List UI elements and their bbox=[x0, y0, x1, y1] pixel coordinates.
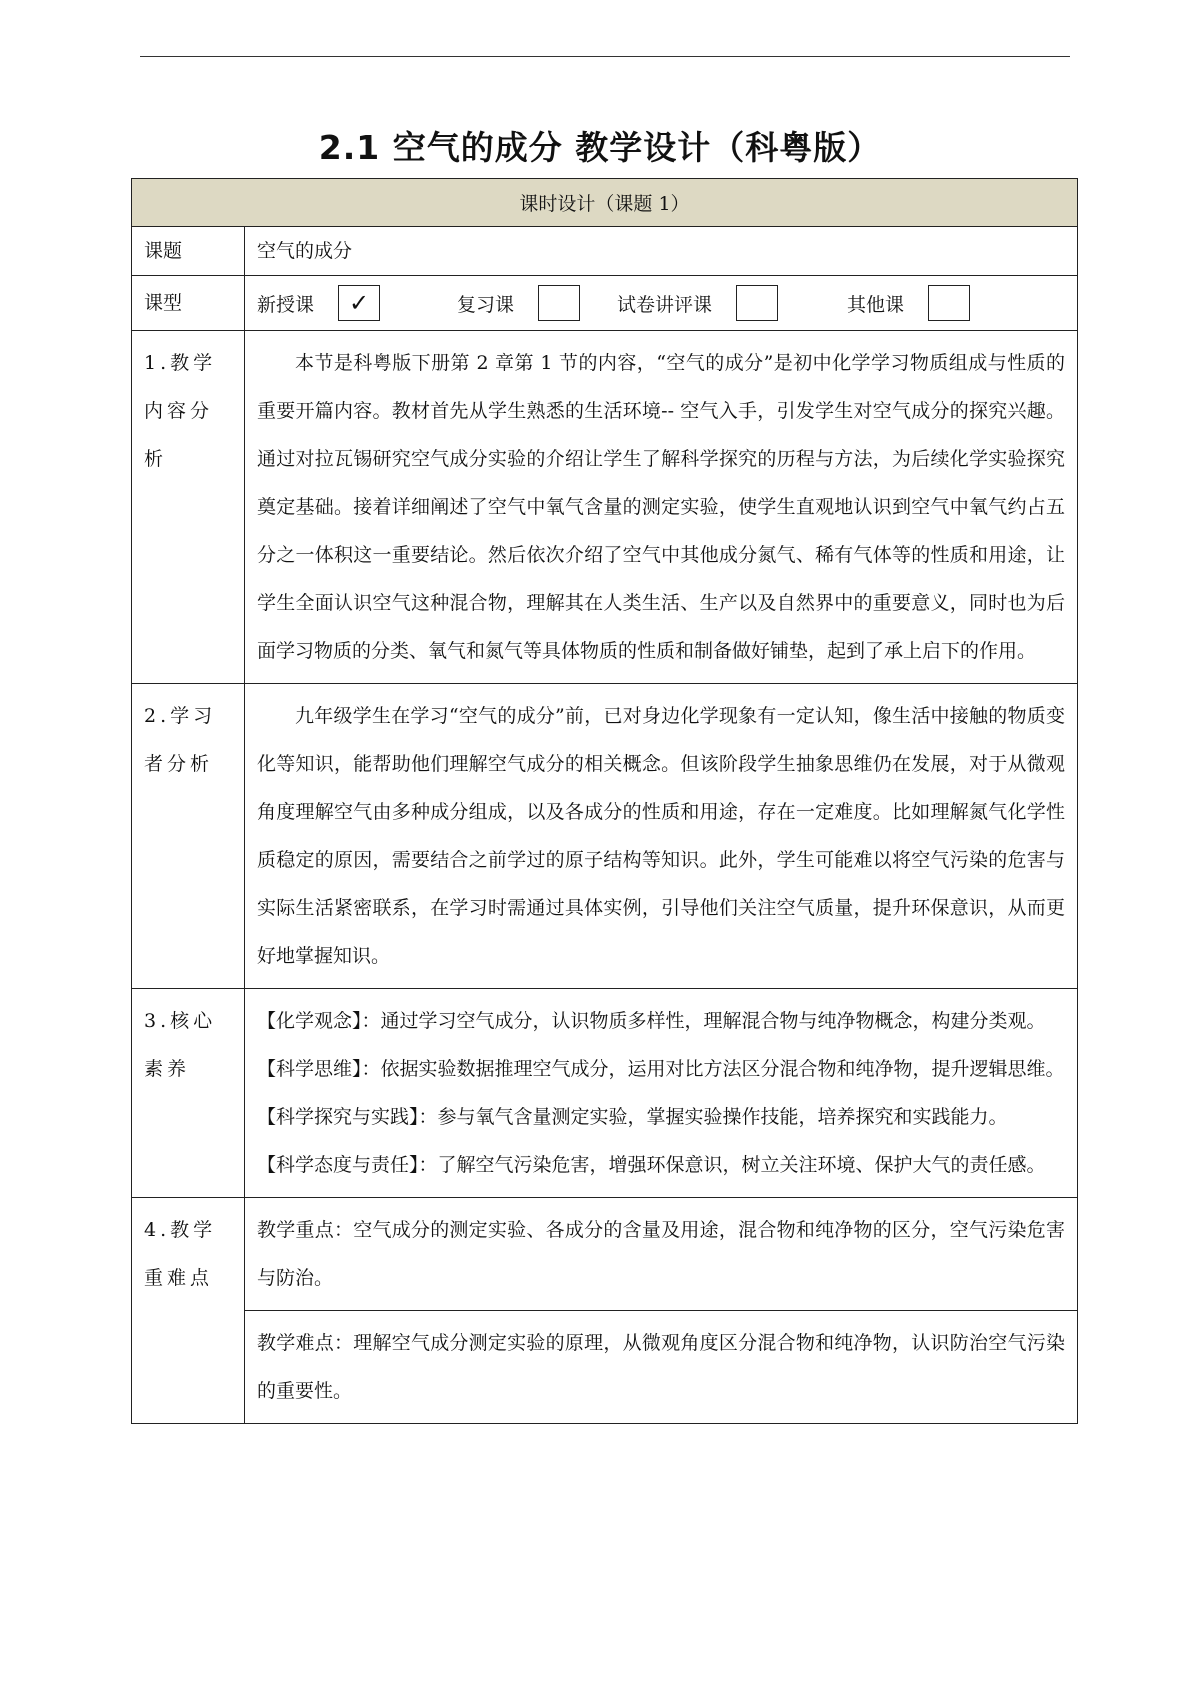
learner-analysis-text: 九年级学生在学习“空气的成分”前，已对身边化学现象有一定认知，像生活中接触的物质变化等知识，能帮助他们理解空气成分的相关概念。但该阶段学生抽象思维仍在发展，对于从微观角度理解空气由多种成分组成，以及各成分的性质和用途，存在一定难度。比如理解氮气化学性质稳定的原因，需要结合之前学过的原子结构等知识。此外，学生可能难以将空气污染的危害与实际生活紧密联系，在学习时需通过具体实例，引导他们关注空气质量，提升环保意识，从而更好地掌握知识。 bbox=[257, 705, 1065, 967]
core-literacy-label: 3.核心素养 bbox=[132, 989, 245, 1198]
lesson-type-review bbox=[457, 285, 617, 321]
core-literacy-item: 【化学观念】：通过学习空气成分，认识物质多样性，理解混合物与纯净物概念，构建分类观。 bbox=[257, 1010, 1046, 1032]
topic-row bbox=[132, 227, 1078, 276]
table-header-row bbox=[132, 179, 1078, 227]
learner-analysis-row bbox=[132, 684, 1078, 989]
lesson-design-table bbox=[131, 178, 1078, 1424]
lesson-type-label: 课型 bbox=[132, 276, 245, 331]
key-difficult-label: 4.教学重难点 bbox=[132, 1198, 245, 1424]
lesson-type-exam bbox=[617, 285, 847, 321]
lesson-type-new bbox=[257, 285, 457, 321]
lesson-type-other bbox=[847, 285, 970, 321]
topic-value: 空气的成分 bbox=[245, 227, 1078, 276]
core-literacy-item: 【科学探究与实践】：参与氧气含量测定实验，掌握实验操作技能，培养探究和实践能力。 bbox=[257, 1106, 1008, 1128]
difficult-points-cell bbox=[245, 1311, 1078, 1424]
checkbox-empty-icon[interactable] bbox=[538, 285, 580, 321]
lesson-type-new-label: 新授课 bbox=[257, 293, 315, 316]
lesson-type-row bbox=[132, 276, 1078, 331]
header-rule bbox=[140, 56, 1070, 57]
content-analysis-cell bbox=[245, 331, 1078, 684]
checkbox-empty-icon[interactable] bbox=[736, 285, 778, 321]
core-literacy-item: 【科学思维】：依据实验数据推理空气成分，运用对比方法区分混合物和纯净物，提升逻辑思维。 bbox=[257, 1058, 1065, 1080]
key-points-text: 教学重点：空气成分的测定实验、各成分的含量及用途，混合物和纯净物的区分，空气污染危害与防治。 bbox=[257, 1219, 1065, 1289]
content-analysis-label: 1.教学内容分析 bbox=[132, 331, 245, 684]
content-analysis-row bbox=[132, 331, 1078, 684]
checkbox-empty-icon[interactable] bbox=[928, 285, 970, 321]
difficult-points-text: 教学难点：理解空气成分测定实验的原理，从微观角度区分混合物和纯净物，认识防治空气污染的重要性。 bbox=[257, 1332, 1065, 1402]
topic-label: 课题 bbox=[132, 227, 245, 276]
key-points-row bbox=[132, 1198, 1078, 1311]
lesson-type-other-label: 其他课 bbox=[847, 293, 905, 316]
table-header: 课时设计（课题 1） bbox=[132, 179, 1078, 227]
learner-analysis-cell bbox=[245, 684, 1078, 989]
content-analysis-text: 本节是科粤版下册第 2 章第 1 节的内容，“空气的成分”是初中化学学习物质组成与性质的重要开篇内容。教材首先从学生熟悉的生活环境-- 空气入手，引发学生对空气成分的探究兴趣。通过对拉瓦锡研究空气成分实验的介绍让学生了解科学探究的历程与方法，为后续化学实验探究奠定基础。接着详细阐述了空气中氧气含量的测定实验，使学生直观地认识到空气中氧气约占五分之一体积这一重要结论。然后依次介绍了空气中其他成分氮气、稀有气体等的性质和用途，让学生全面认识空气这种混合物，理解其在人类生活、生产以及自然界中的重要意义，同时也为后面学习物质的分类、氧气和氮气等具体物质的性质和制备做好铺垫，起到了承上启下的作用。 bbox=[257, 352, 1065, 662]
checkbox-checked-icon[interactable]: ✓ bbox=[338, 285, 380, 321]
core-literacy-row bbox=[132, 989, 1078, 1198]
core-literacy-item: 【科学态度与责任】：了解空气污染危害，增强环保意识，树立关注环境、保护大气的责任感。 bbox=[257, 1154, 1046, 1176]
lesson-type-exam-label: 试卷讲评课 bbox=[617, 293, 713, 316]
lesson-type-options bbox=[245, 276, 1078, 331]
document-title: 2.1 空气的成分 教学设计（科粤版） bbox=[318, 128, 882, 167]
difficult-points-row bbox=[132, 1311, 1078, 1424]
core-literacy-cell bbox=[245, 989, 1078, 1198]
learner-analysis-label: 2.学习者分析 bbox=[132, 684, 245, 989]
lesson-type-review-label: 复习课 bbox=[457, 293, 515, 316]
key-points-cell bbox=[245, 1198, 1078, 1311]
